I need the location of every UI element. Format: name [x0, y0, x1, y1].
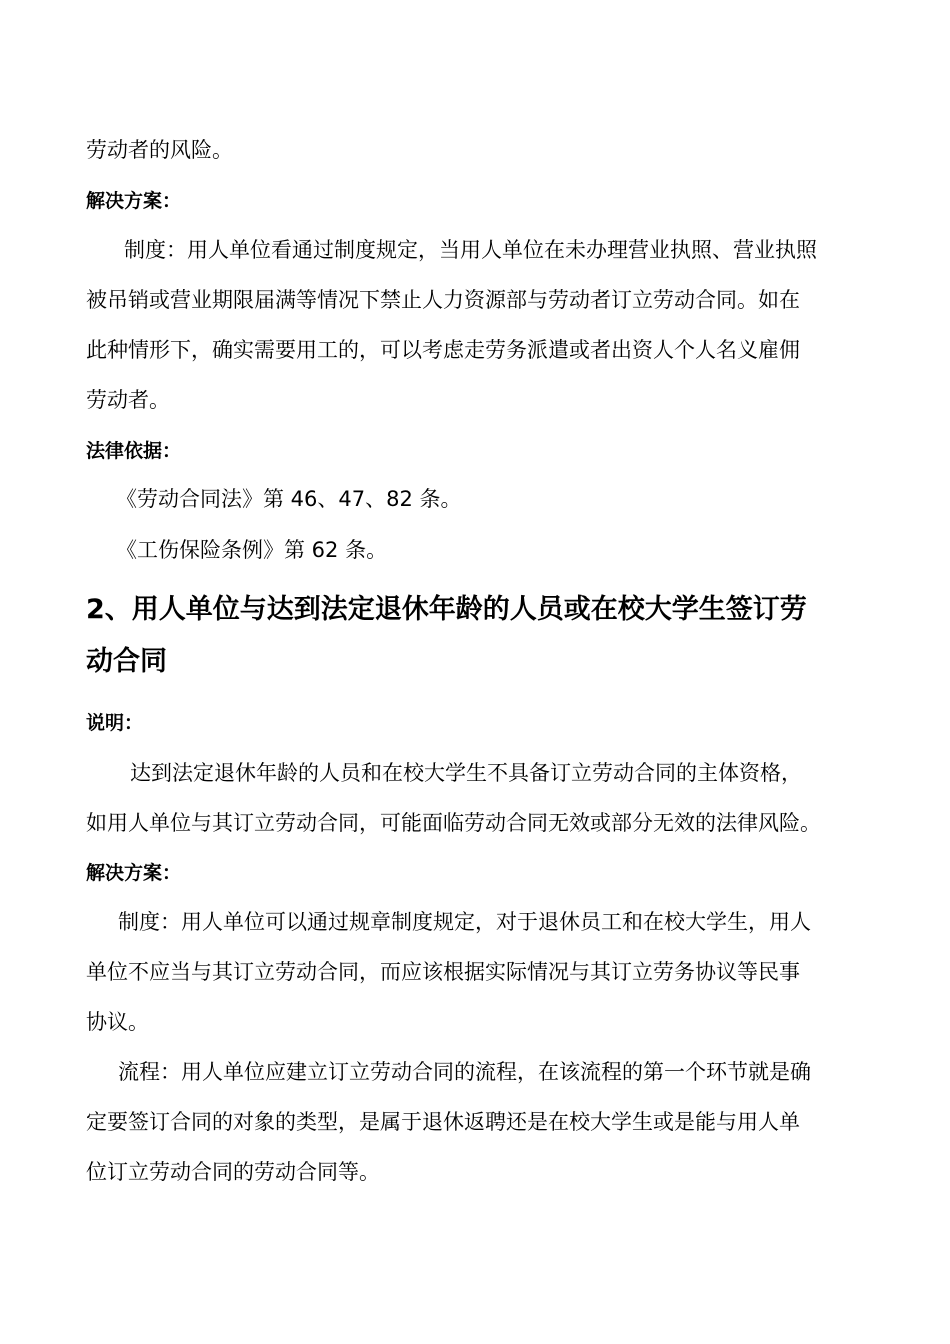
process-paragraph-line: 定要签订合同的对象的类型，是属于退休返聘还是在校大学生或是能与用人单 [86, 1110, 800, 1134]
legal-basis-item: 《工伤保险条例》第 62 条。 [116, 538, 388, 562]
solution-label: 解决方案： [86, 862, 182, 884]
solution-label: 解决方案： [86, 190, 182, 212]
explanation-paragraph-line: 达到法定退休年龄的人员和在校大学生不具备订立劳动合同的主体资格， [130, 761, 802, 785]
paragraph-continuation: 劳动者的风险。 [86, 138, 233, 162]
solution-paragraph-line: 制度：用人单位看通过制度规定，当用人单位在未办理营业执照、营业执照 [124, 238, 817, 262]
legal-basis-label: 法律依据： [86, 440, 182, 462]
process-paragraph-line: 位订立劳动合同的劳动合同等。 [86, 1160, 380, 1184]
solution-paragraph-line: 此种情形下，确实需要用工的，可以考虑走劳务派遣或者出资人个人名义雇佣 [86, 338, 800, 362]
solution-paragraph-line: 被吊销或营业期限届满等情况下禁止人力资源部与劳动者订立劳动合同。如在 [86, 288, 800, 312]
system-paragraph-line: 单位不应当与其订立劳动合同，而应该根据实际情况与其订立劳务协议等民事 [86, 960, 800, 984]
solution-paragraph-line: 劳动者。 [86, 388, 170, 412]
explanation-label: 说明： [86, 712, 144, 734]
process-paragraph-line: 流程：用人单位应建立订立劳动合同的流程，在该流程的第一个环节就是确 [118, 1060, 811, 1084]
explanation-paragraph-line: 如用人单位与其订立劳动合同，可能面临劳动合同无效或部分无效的法律风险。 [86, 811, 821, 835]
system-paragraph-line: 协议。 [86, 1010, 149, 1034]
section-heading-line: 动合同 [86, 646, 167, 677]
section-heading-line: 2、用人单位与达到法定退休年龄的人员或在校大学生签订劳 [86, 594, 807, 625]
system-paragraph-line: 制度：用人单位可以通过规章制度规定，对于退休员工和在校大学生，用人 [118, 910, 811, 934]
legal-basis-item: 《劳动合同法》第 46、47、82 条。 [116, 487, 462, 511]
